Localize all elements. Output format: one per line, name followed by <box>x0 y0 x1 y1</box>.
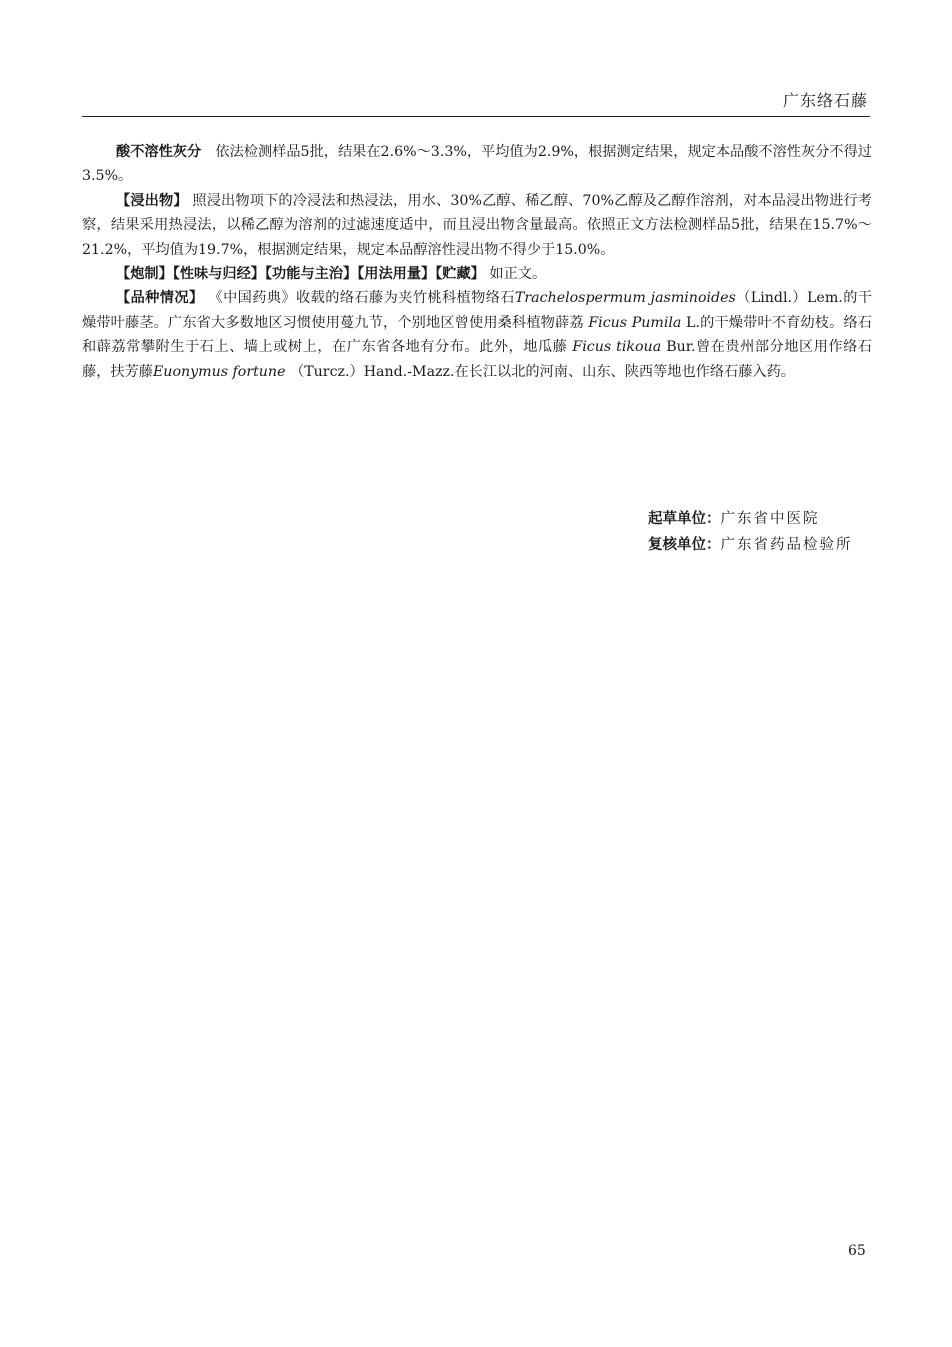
section-body-extract: 照浸出物项下的冷浸法和热浸法，用水、30%乙醇、稀乙醇、70%乙醇及乙醇作溶剂，对本品浸出物进行考察，结果采用热浸法，以稀乙醇为溶剂的过滤速度适中，而且浸出物含量最高。依照正文方法检测样品5批，结果在15.7%～21.2%，平均值为19.7%，根据测定结果，规定本品醇溶性浸出物不得少于15.0%。 <box>82 192 872 258</box>
review-unit-label: 复核单位： <box>648 537 721 553</box>
signature-block <box>648 506 853 558</box>
draft-unit-value: 广东省中医院 <box>720 511 820 527</box>
varieties-text-3: L.的干燥带叶不育幼枝。络石和薜荔常攀附生于石上、墙上或树上，在广东省各地有分布。此外，地瓜藤 <box>82 314 872 356</box>
varieties-text-4: Bur.曾在贵州部分地区用作络石藤，扶芳藤 <box>82 339 872 380</box>
section-heading-extract: 【浸出物】 <box>116 192 188 209</box>
latin-name-euonymus: Euonymus fortune <box>152 363 286 380</box>
latin-name-ficus-pumila: Ficus Pumila <box>588 314 682 331</box>
paragraph-extract <box>82 189 872 262</box>
header-rule <box>82 116 870 117</box>
varieties-text-2: （Lindl.）Lem.的干燥带叶藤茎。广东省大多数地区习惯使用蔓九节，个别地区曾使用桑科植物薜荔 <box>82 290 872 331</box>
review-unit-value: 广东省药品检验所 <box>720 537 853 553</box>
varieties-text-1: 《中国药典》收载的络石藤为夹竹桃科植物络石 <box>208 290 515 307</box>
section-heading-varieties: 【品种情况】 <box>116 290 204 307</box>
latin-name-ficus-tikoua: Ficus tikoua <box>572 339 662 356</box>
varieties-text-5: （Turcz.）Hand.-Mazz.在长江以北的河南、山东、陕西等地也作络石藤入药。 <box>290 363 795 380</box>
page-number: 65 <box>848 1243 866 1259</box>
review-unit-line <box>648 532 853 558</box>
draft-unit-label: 起草单位： <box>648 511 721 527</box>
section-body-processing: 如正文。 <box>489 266 547 283</box>
draft-unit-line <box>648 506 853 532</box>
paragraph-processing <box>82 262 872 286</box>
main-content <box>82 140 872 384</box>
section-heading-processing: 【炮制】【性味与归经】【功能与主治】【用法用量】【贮藏】 <box>116 266 485 283</box>
paragraph-acid-insoluble-ash <box>82 140 872 189</box>
section-body-acid-ash: 依法检测样品5批，结果在2.6%～3.3%，平均值为2.9%，根据测定结果，规定本品酸不溶性灰分不得过3.5%。 <box>82 144 872 185</box>
paragraph-varieties <box>82 286 872 384</box>
running-title: 广东络石藤 <box>782 91 868 110</box>
latin-name-trachelospermum: Trachelospermum jasminoides <box>514 290 736 307</box>
section-heading-acid-ash: 酸不溶性灰分 <box>116 144 202 160</box>
